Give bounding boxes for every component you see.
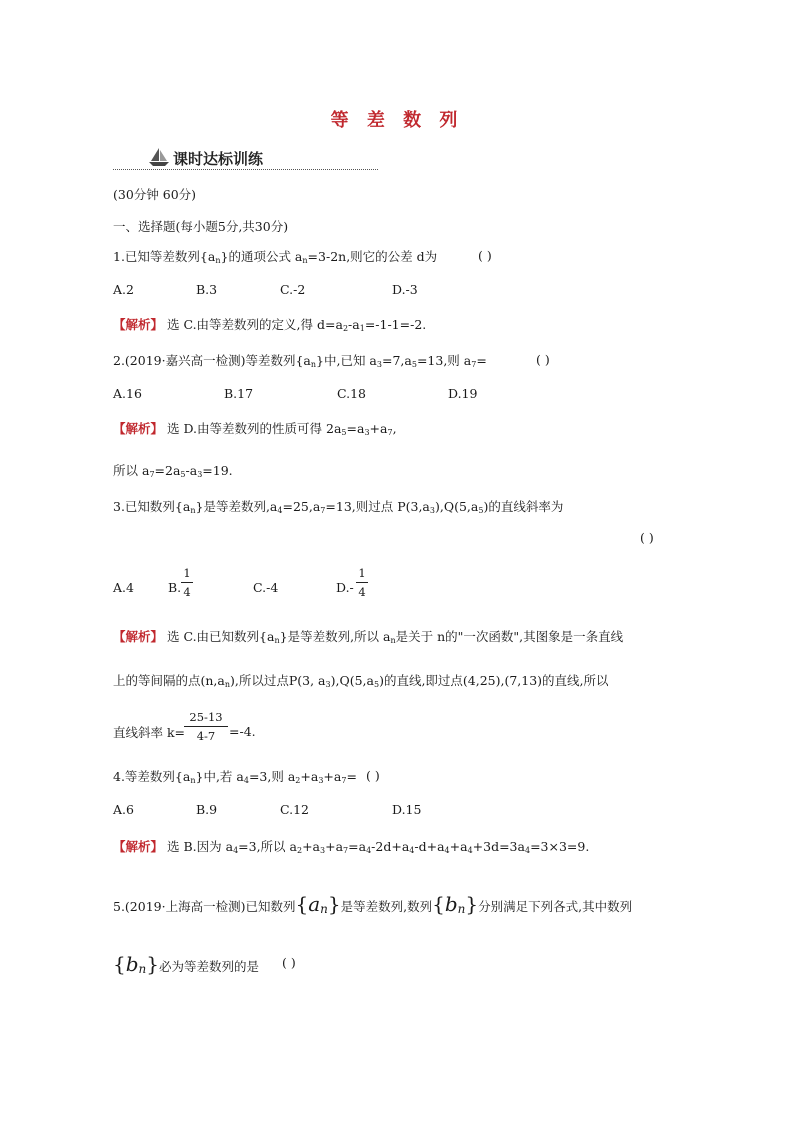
slope-result: =-4. [229, 724, 256, 739]
question-3-solution-line2: 上的等间隔的点$(n,a_n)$,所以过点P(3, $a_3),Q(5,a_5)$的直线,即过点(4,25),(7,13)的直线,所以 [113, 673, 609, 689]
section-header [113, 146, 378, 170]
option-d: D.- [336, 580, 354, 595]
option-b: B.17 [224, 386, 254, 401]
answer-paren: ( ) [478, 248, 492, 263]
option-a: A.4 [113, 580, 134, 595]
solution-tag: 【解析】 [113, 839, 164, 854]
question-2-stem: 2.(2019·嘉兴高一检测)等差数列$\{a_n\}$中,已知 $a_3=7,a_5=13$,则 $a_7=$ [113, 353, 487, 369]
question-3-stem: 3.已知数列$\{a_n\}$是等差数列$,a_4=25,a_7=13$,则过点 $P(3,a_3),Q(5,a_5)$的直线斜率为 [113, 499, 564, 515]
solution-tag: 【解析】 [113, 629, 164, 644]
question-2-solution-line2: 所以 $a_7=2a_5-a_3=19$. [113, 463, 233, 479]
solution-tag: 【解析】 [113, 421, 164, 436]
answer-paren: ( ) [536, 352, 550, 367]
option-a: A.2 [113, 282, 134, 297]
option-c: C.18 [337, 386, 366, 401]
question-1-solution: 【解析】 选 C.由等差数列的定义,得 $d=a_2-a_1=-1-1=-2$. [113, 317, 427, 333]
fraction-d: 1 4 [356, 566, 368, 599]
question-5-stem: 5.(2019·上海高一检测)已知数列$\{a_n\}$是等差数列,数列$\{b_n\}$分别满足下列各式,其中数列 [113, 892, 633, 916]
dotted-divider [113, 169, 378, 170]
option-a: A.16 [113, 386, 142, 401]
option-d: D.15 [392, 802, 422, 817]
option-a: A.6 [113, 802, 134, 817]
question-4-solution: 【解析】 选 B.因为 $a_4=3$,所以 $a_2+a_3+a_7=a_4-2d+a_4-d+a_4+a_4+3d=3a_4=3\times 3=9$. [113, 839, 590, 855]
page-title: 等 差 数 列 [330, 110, 464, 131]
answer-paren: ( ) [366, 768, 380, 783]
time-score: (30分钟 60分) [113, 187, 197, 202]
answer-paren: ( ) [282, 955, 296, 970]
question-3-solution: 【解析】 选 C.由已知数列$\{a_n\}$是等差数列,所以 $a_n$是关于 n的"一次函数",其图象是一条直线 [113, 629, 624, 645]
question-2-solution: 【解析】 选 D.由等差数列的性质可得 $2a_5=a_3+a_7$, [113, 421, 397, 437]
answer-paren: ( ) [640, 530, 654, 545]
question-4-stem: 4.等差数列$\{a_n\}$中,若 $a_4=3$,则 $a_2+a_3+a_7=$ [113, 769, 357, 785]
option-c: C.-4 [253, 580, 279, 595]
option-b: B.9 [196, 802, 218, 817]
option-b: B.3 [196, 282, 218, 297]
question-1-stem: 1.已知等差数列$\{a_n\}$的通项公式 $a_n=3-2n$,则它的公差 d为 [113, 249, 438, 265]
slope-fraction: 25-13 4-7 [184, 710, 228, 743]
option-c: C.-2 [280, 282, 306, 297]
option-b: B. [168, 580, 182, 595]
question-3-solution-line3: 直线斜率 k= [113, 725, 186, 740]
question-5-stem-line2: $\{b_n\}$必为等差数列的是 [113, 952, 260, 976]
part-heading: 一、选择题(每小题5分,共30分) [113, 219, 289, 234]
option-c: C.12 [280, 802, 309, 817]
sailboat-icon [148, 147, 170, 167]
solution-tag: 【解析】 [113, 317, 164, 332]
section-label: 课时达标训练 [173, 150, 264, 168]
option-d: D.19 [448, 386, 478, 401]
option-d: D.-3 [392, 282, 418, 297]
fraction-b: 1 4 [181, 566, 193, 599]
